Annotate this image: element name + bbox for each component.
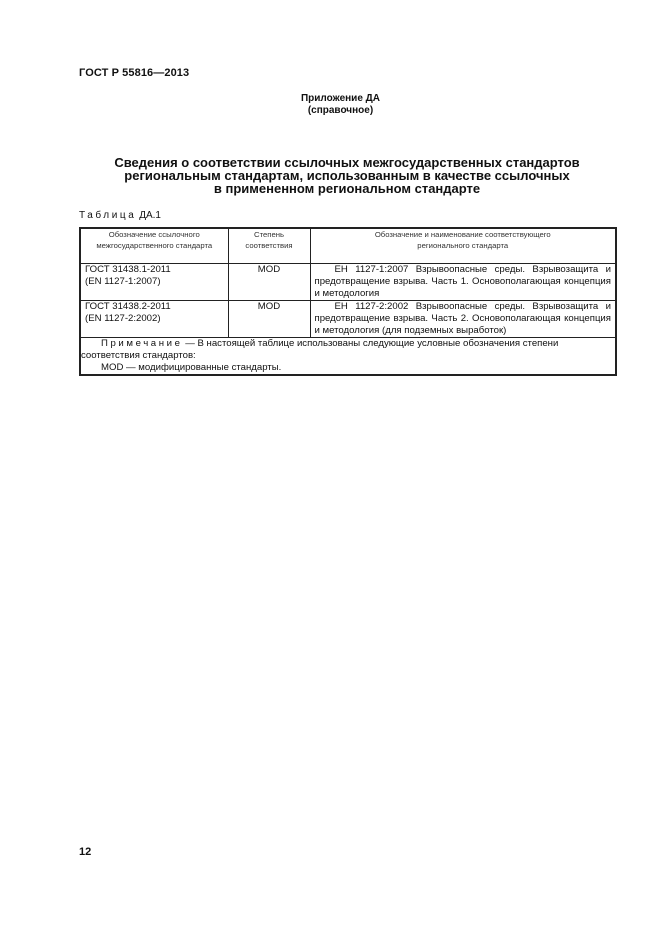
note-mod-line: MOD — модифицированные стандарты. <box>101 362 282 373</box>
table-row <box>80 301 616 338</box>
degree-cell: MOD <box>228 264 310 301</box>
page-number: 12 <box>79 846 92 858</box>
table-row <box>80 264 616 301</box>
section-title-line-3: в примененном региональном стандарте <box>213 181 481 196</box>
correspondence-table <box>79 227 617 376</box>
table-note <box>80 338 616 376</box>
regional-standard-cell: ЕН 1127-2:2002 Взрывоопасные среды. Взрывозащита и предотвращение взрыва. Часть 2. Основополагающая концепция и методология (для подземных выработок) <box>310 301 616 338</box>
appendix-title: Приложение ДА <box>300 93 381 104</box>
table-caption-word: Таблица <box>79 210 137 221</box>
document-code: ГОСТ Р 55816—2013 <box>79 67 190 79</box>
regional-standard-cell: ЕН 1127-1:2007 Взрывоопасные среды. Взрывозащита и предотвращение взрыва. Часть 1. Основополагающая концепция и методология <box>310 264 616 301</box>
header-degree: Степень соответствия <box>228 228 310 264</box>
section-title-line-2: региональным стандартам, использованным в качестве ссылочных <box>124 168 570 183</box>
degree-cell: MOD <box>228 301 310 338</box>
header-regional-standard: Обозначение и наименование соответствующего регионального стандарта <box>310 228 616 264</box>
note-label: Примечание <box>101 338 183 349</box>
interstate-standard-cell: ГОСТ 31438.1-2011 (EN 1127-1:2007) <box>80 264 228 301</box>
table-caption <box>79 210 161 221</box>
table-caption-id: ДА.1 <box>139 210 161 221</box>
table-header-row <box>80 228 616 264</box>
appendix-subtitle: (справочное) <box>307 105 374 116</box>
appendix-heading <box>0 93 661 117</box>
note-text: — В настоящей таблице использованы следующие условные обозначения степени соответствия стандартов: <box>81 338 559 361</box>
section-title-line-1: Сведения о соответствии ссылочных межгосударственных стандартов <box>114 155 580 170</box>
interstate-standard-cell: ГОСТ 31438.2-2011 (EN 1127-2:2002) <box>80 301 228 338</box>
header-interstate-standard: Обозначение ссылочного межгосударственного стандарта <box>80 228 228 264</box>
section-title <box>60 156 634 195</box>
table-note-row <box>80 338 616 376</box>
